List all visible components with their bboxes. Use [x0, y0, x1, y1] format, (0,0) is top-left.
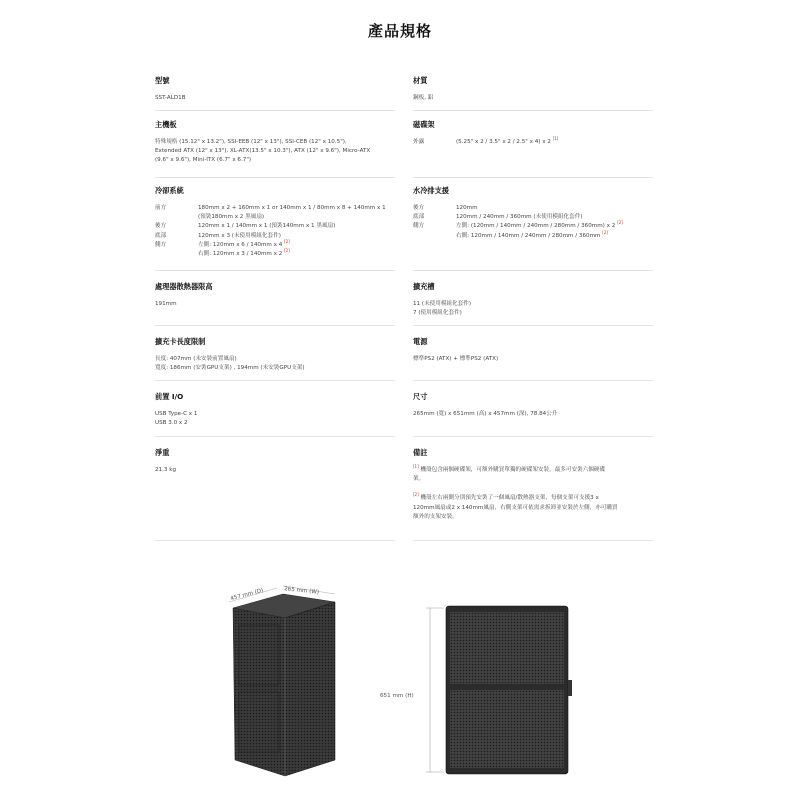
row-value: 120mm x 1 / 140mm x 1 (預裝140mm x 1 黑風扇) — [198, 223, 336, 230]
spec-value: Extended ATX (12" x 13"), XL-ATX(13.5" x 10.3"), ATX (12" x 9.6"), Micro-ATX — [155, 148, 371, 155]
spec-heading: 前置 I/O — [155, 392, 184, 401]
spec-row — [413, 138, 653, 147]
note-item — [413, 466, 658, 484]
note-text: 架。 — [413, 476, 425, 483]
row-label: 前方 — [155, 205, 167, 211]
spec-value: 21.3 kg — [155, 467, 177, 473]
spec-row — [155, 238, 405, 259]
row-value: 120mm x 3 (未使用模組化套件) — [198, 232, 281, 239]
spec-expansion — [413, 282, 653, 318]
spec-heading: 淨重 — [155, 448, 170, 457]
note-text: 120mm風扇或2 x 140mm風扇，右側支架可依需求拆卸並安裝於左側，亦可購買 — [413, 504, 618, 511]
spec-value: 7 (使用模組化套件) — [413, 310, 462, 317]
spec-value: 鋼板, 鋁 — [413, 95, 434, 101]
spec-motherboard — [155, 120, 400, 166]
spec-heading: 尺寸 — [413, 392, 428, 401]
height-label: 651 mm (H) — [380, 693, 414, 699]
spec-heading: 擴充卡長度限制 — [155, 337, 206, 346]
spec-weight — [155, 448, 395, 475]
row-value: 右側: 120mm x 3 / 140mm x 2 — [198, 251, 283, 258]
spec-dimensions — [413, 392, 653, 419]
row-value: 右側: 120mm / 140mm / 240mm / 280mm / 360mm — [456, 232, 601, 239]
case-front-image — [420, 600, 580, 780]
divider — [413, 325, 653, 326]
spec-heading: 材質 — [413, 76, 428, 85]
spec-row — [155, 232, 405, 241]
spec-value: 特殊規格 (15.12" x 13.2"), SSI-EEB (12" x 13"), SSI-CEB (12" x 10.5"), — [155, 139, 347, 145]
note-text: 機殼左右兩側分別預先安裝了一個風扇/散熱器支架，每個支架可支援3 x — [420, 495, 599, 502]
row-label: 底部 — [413, 214, 425, 221]
spec-value: 265mm (寬) x 651mm (高) x 457mm (深), 78.84公升 — [413, 411, 558, 417]
footnote-ref[interactable]: [1] — [552, 136, 559, 142]
spec-heading: 型號 — [155, 76, 170, 85]
footnote-ref[interactable]: [2] — [284, 238, 290, 244]
divider — [155, 325, 395, 326]
divider — [155, 540, 395, 541]
divider — [155, 110, 395, 111]
row-value: (預裝180mm x 2 黑風扇) — [198, 214, 265, 221]
divider — [413, 540, 653, 541]
row-label: 底部 — [155, 232, 167, 239]
spec-gpu — [155, 337, 395, 373]
footnote-ref[interactable]: [2] — [602, 229, 608, 235]
spec-row — [155, 222, 405, 231]
spec-psu — [413, 337, 653, 364]
spec-heading: 磁碟架 — [413, 120, 435, 129]
page-title: 產品規格 — [367, 22, 432, 40]
spec-heading: 備註 — [413, 448, 428, 457]
spec-value: 寬度: 186mm (安裝GPU支架) , 194mm (未安裝GPU支架) — [155, 365, 305, 372]
spec-material — [413, 76, 653, 103]
row-value: 120mm / 240mm / 360mm (未使用模組化套件) — [456, 214, 583, 221]
row-value: (5.25" x 2 / 3.5" x 2 / 2.5" x 4) x 2 — [456, 139, 551, 145]
spec-heading: 電源 — [413, 337, 428, 346]
divider — [413, 110, 653, 111]
divider — [413, 270, 653, 271]
depth-label: 457 mm (D) — [229, 587, 265, 603]
spec-heading: 處理器散熱器限高 — [155, 282, 213, 291]
row-label: 側方 — [155, 241, 167, 248]
divider — [155, 436, 395, 437]
spec-row — [413, 204, 658, 213]
footnote-ref[interactable]: [2] — [284, 248, 290, 254]
spec-drive-bays — [413, 120, 653, 147]
spec-heading: 水冷排支援 — [413, 186, 449, 195]
spec-value: 長度: 407mm (未安裝前置風扇) — [155, 356, 237, 362]
width-label: 265 mm (W) — [283, 586, 320, 596]
spec-notes — [413, 448, 658, 532]
spec-value: USB Type-C x 1 — [155, 411, 198, 417]
spec-row — [155, 204, 405, 222]
spec-value: USB 3.0 x 2 — [155, 420, 188, 427]
note-item — [413, 494, 658, 522]
spec-cpu-cooler — [155, 282, 395, 309]
row-value: 左側: (120mm / 140mm / 240mm / 280mm / 360mm) x 2 — [456, 223, 616, 230]
spec-value: 191mm — [155, 301, 177, 307]
divider — [413, 436, 653, 437]
spec-front-io — [155, 392, 395, 428]
row-label: 側方 — [413, 223, 425, 230]
spec-model — [155, 76, 395, 103]
footnote-ref: [1] — [413, 464, 419, 470]
spec-heading: 冷卻系統 — [155, 186, 184, 195]
divider — [155, 270, 395, 271]
footnote-ref: [2] — [413, 492, 419, 498]
divider — [155, 177, 395, 178]
spec-radiator — [413, 186, 658, 241]
spec-value: (9.6" x 9.6"), Mini-ITX (6.7" x 6.7") — [155, 157, 252, 164]
divider — [413, 380, 653, 381]
row-value: 180mm x 2 + 160mm x 1 or 140mm x 1 / 80mm x 8 + 140mm x 1 — [198, 205, 386, 211]
spec-value: SST-ALD1B — [155, 95, 186, 101]
row-value: 左側: 120mm x 6 / 140mm x 4 — [198, 241, 283, 248]
spec-heading: 擴充槽 — [413, 282, 435, 291]
row-label: 後方 — [155, 223, 167, 230]
note-text: 額外的支架安裝。 — [413, 513, 458, 520]
spec-heading: 主機板 — [155, 120, 177, 129]
footnote-ref[interactable]: [2] — [617, 220, 623, 226]
note-text: 機殼包含兩個硬碟架，可額外購買單獨的硬碟架安裝，最多可安裝六個硬碟 — [420, 467, 606, 473]
row-label: 後方 — [413, 205, 425, 211]
divider — [413, 177, 653, 178]
case-angled-image — [225, 580, 365, 780]
divider — [155, 380, 395, 381]
spec-value: 標準PS2 (ATX) + 標準PS2 (ATX) — [413, 356, 499, 362]
row-value: 120mm — [456, 205, 478, 211]
spec-value: 11 (未使用模組化套件) — [413, 301, 472, 307]
row-label: 外露 — [413, 139, 425, 145]
spec-cooling — [155, 186, 405, 259]
spec-row — [413, 222, 658, 240]
